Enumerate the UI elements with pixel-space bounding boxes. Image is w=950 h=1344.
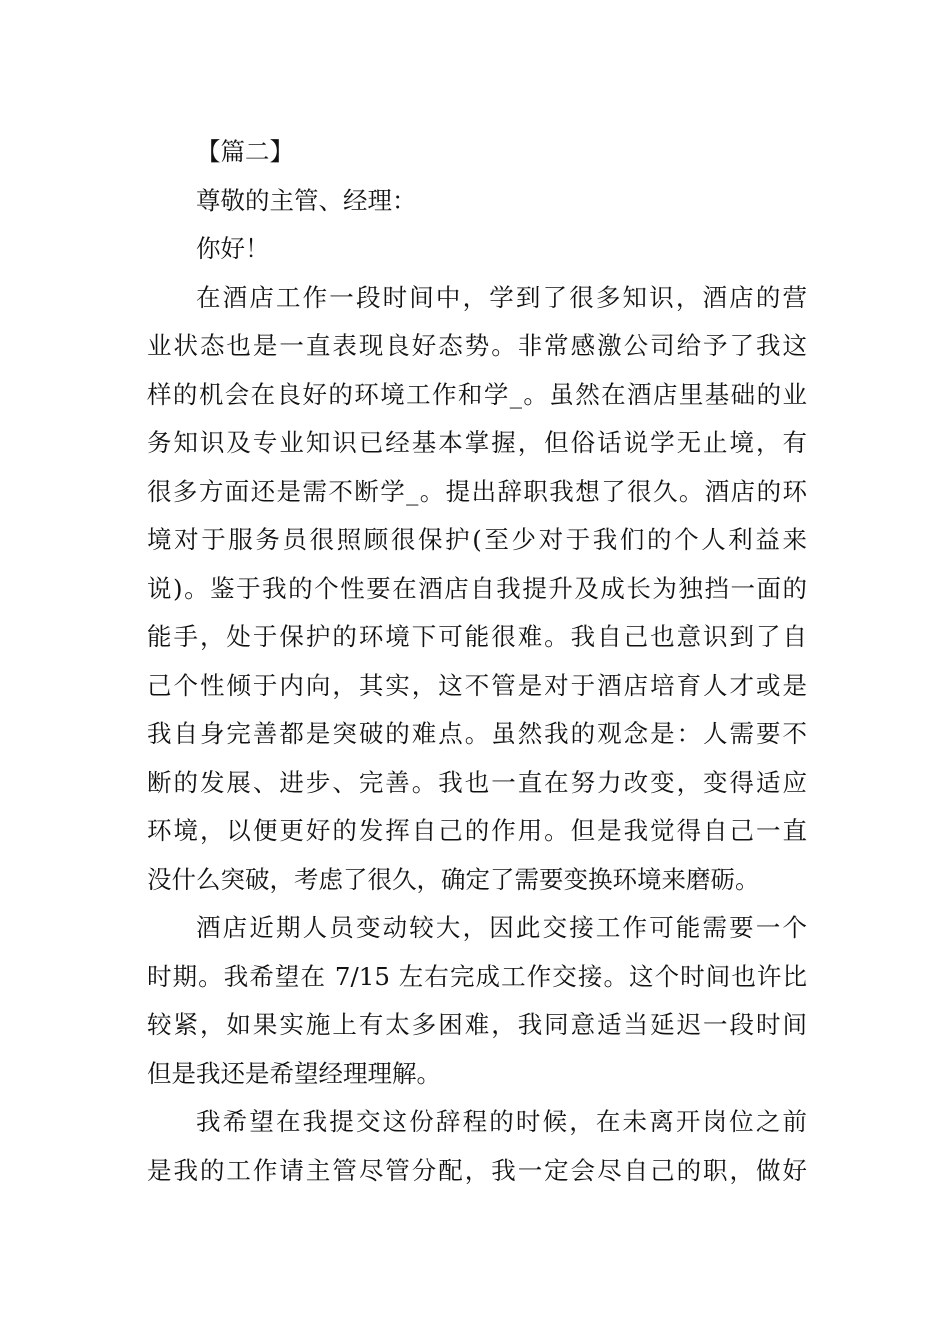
paragraph-line: 很多方面还是需不断学_。提出辞职我想了很久。酒店的环 xyxy=(147,476,807,506)
paragraph-line: 在酒店工作一段时间中，学到了很多知识，酒店的营 xyxy=(196,282,807,312)
paragraph-line: 样的机会在良好的环境工作和学_。虽然在酒店里基础的业 xyxy=(147,379,807,409)
paragraph-2 xyxy=(147,904,807,1098)
paragraph-line: 说)。鉴于我的个性要在酒店自我提升及成长为独挡一面的 xyxy=(147,573,807,603)
paragraph-line: 我希望在我提交这份辞程的时候，在未离开岗位之前 xyxy=(196,1107,807,1136)
paragraph-line: 环境，以便更好的发挥自己的作用。但是我觉得自己一直 xyxy=(147,816,807,845)
paragraph-line: 我自身完善都是突破的难点。虽然我的观念是：人需要不 xyxy=(147,719,807,748)
paragraph-3 xyxy=(147,1098,807,1195)
paragraph-line: 境对于服务员很照顾很保护(至少对于我们的个人利益来 xyxy=(147,525,807,554)
section-heading: 【篇二】 xyxy=(196,137,294,166)
greeting: 你好！ xyxy=(196,234,270,263)
paragraph-line: 但是我还是希望经理理解。 xyxy=(147,1058,441,1088)
paragraph-line: 能手，处于保护的环境下可能很难。我自己也意识到了自 xyxy=(147,622,807,651)
paragraph-line: 是我的工作请主管尽管分配，我一定会尽自己的职，做好 xyxy=(147,1155,807,1185)
paragraph-line: 没什么突破，考虑了很久，确定了需要变换环境来磨砺。 xyxy=(147,864,760,894)
paragraph-line: 务知识及专业知识已经基本掌握，但俗话说学无止境，有 xyxy=(147,428,807,457)
letter-body xyxy=(147,128,807,1195)
paragraph-line: 断的发展、进步、完善。我也一直在努力改变，变得适应 xyxy=(147,767,807,797)
paragraph-line: 业状态也是一直表现良好态势。非常感激公司给予了我这 xyxy=(147,331,807,360)
paragraph-line: 时期。我希望在 7/15 左右完成工作交接。这个时间也许比 xyxy=(147,961,807,991)
salutation: 尊敬的主管、经理： xyxy=(196,185,417,215)
paragraph-line: 酒店近期人员变动较大，因此交接工作可能需要一个 xyxy=(196,913,807,942)
paragraph-line: 较紧，如果实施上有太多困难，我同意适当延迟一段时间 xyxy=(147,1010,807,1039)
paragraph-line: 己个性倾于内向，其实，这不管是对于酒店培育人才或是 xyxy=(147,670,807,700)
paragraph-1 xyxy=(147,274,807,905)
